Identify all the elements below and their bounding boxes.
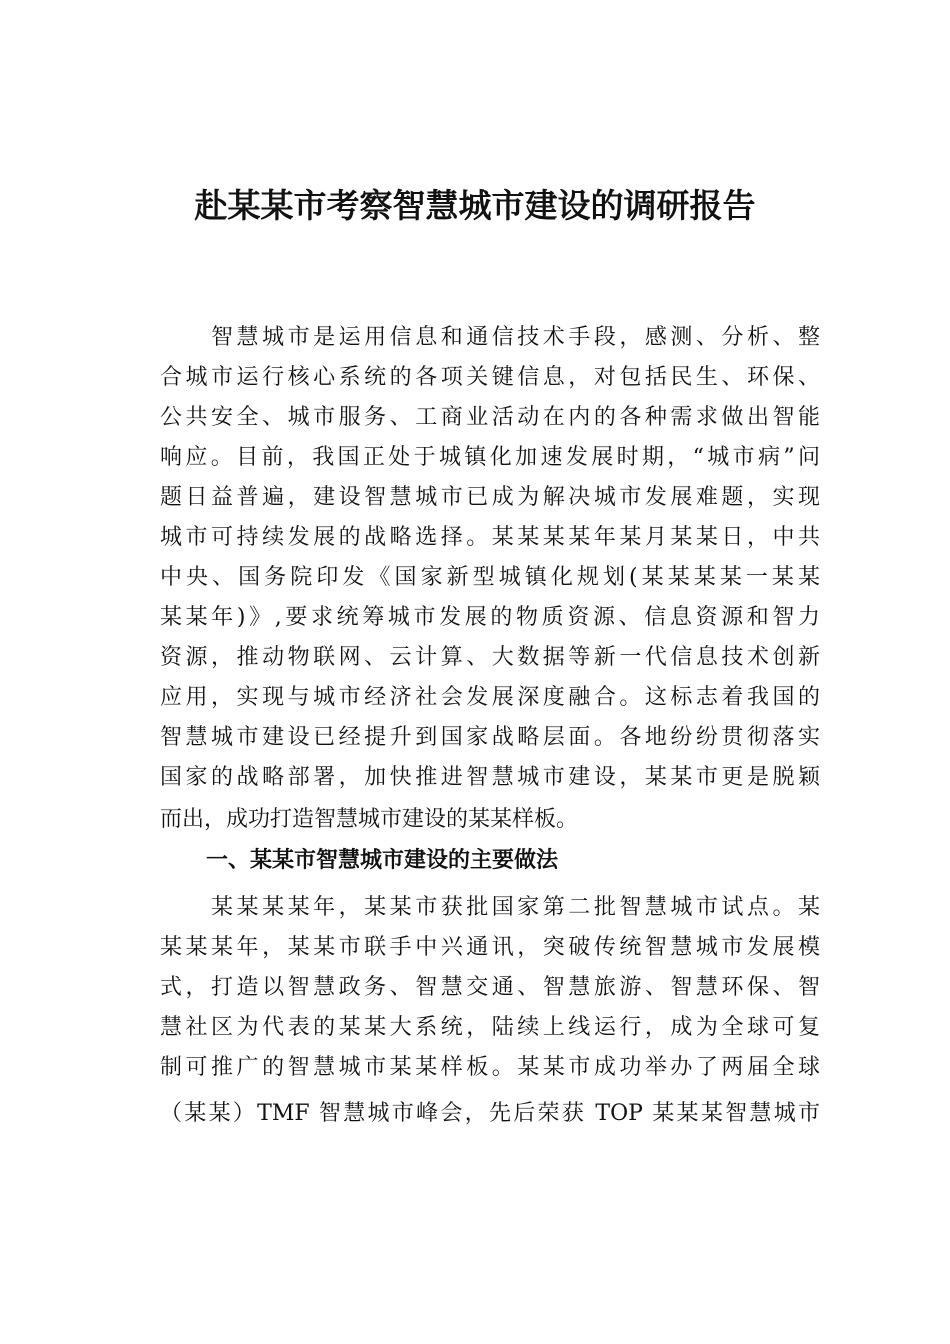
paragraph-1-line: 合城市运行核心系统的各项关键信息，对包括民生、环保、 bbox=[160, 365, 820, 390]
paragraph-2-line: 慧社区为代表的某某大系统，陆续上线运行，成为全球可复 bbox=[160, 1015, 820, 1040]
paragraph-2-line: 制可推广的智慧城市某某样板。某某市成功举办了两届全球 bbox=[160, 1055, 820, 1080]
paragraph-2-line: 某某某某年，某某市获批国家第二批智慧城市试点。某 bbox=[160, 895, 820, 920]
paragraph-1-line: 国家的战略部署，加快推进智慧城市建设，某某市更是脱颖 bbox=[160, 765, 820, 790]
paragraph-2-line: 式，打造以智慧政务、智慧交通、智慧旅游、智慧环保、智 bbox=[160, 975, 820, 1000]
section-heading-1: 一、某某市智慧城市建设的主要做法 bbox=[206, 848, 559, 873]
paragraph-1-line: 公共安全、城市服务、工商业活动在内的各种需求做出智能 bbox=[160, 405, 820, 430]
paragraph-1-line: 某某年)》,要求统筹城市发展的物质资源、信息资源和智力 bbox=[160, 605, 820, 630]
paragraph-1-line: 中央、国务院印发《国家新型城镇化规划(某某某某一某某 bbox=[160, 565, 820, 590]
paragraph-1-line: 题日益普遍，建设智慧城市已成为解决城市发展难题，实现 bbox=[160, 485, 820, 510]
paragraph-1-line: 响应。目前，我国正处于城镇化加速发展时期，“城市病”问 bbox=[160, 445, 820, 470]
paragraph-2-line: （某某）TMF 智慧城市峰会，先后荣获 TOP 某某某智慧城市 bbox=[160, 1101, 820, 1126]
document-title: 赴某某市考察智慧城市建设的调研报告 bbox=[194, 186, 756, 225]
paragraph-1-line: 智慧城市是运用信息和通信技术手段，感测、分析、整 bbox=[160, 325, 820, 350]
paragraph-2-line: 某某某年，某某市联手中兴通讯，突破传统智慧城市发展模 bbox=[160, 935, 820, 960]
paragraph-1-line: 城市可持续发展的战略选择。某某某某年某月某某日，中共 bbox=[160, 525, 820, 550]
paragraph-1-line: 应用，实现与城市经济社会发展深度融合。这标志着我国的 bbox=[160, 685, 820, 710]
paragraph-1-line: 智慧城市建设已经提升到国家战略层面。各地纷纷贯彻落实 bbox=[160, 725, 820, 750]
paragraph-1-line: 资源，推动物联网、云计算、大数据等新一代信息技术创新 bbox=[160, 645, 820, 670]
paragraph-1-line: 而出，成功打造智慧城市建设的某某样板。 bbox=[160, 807, 579, 832]
